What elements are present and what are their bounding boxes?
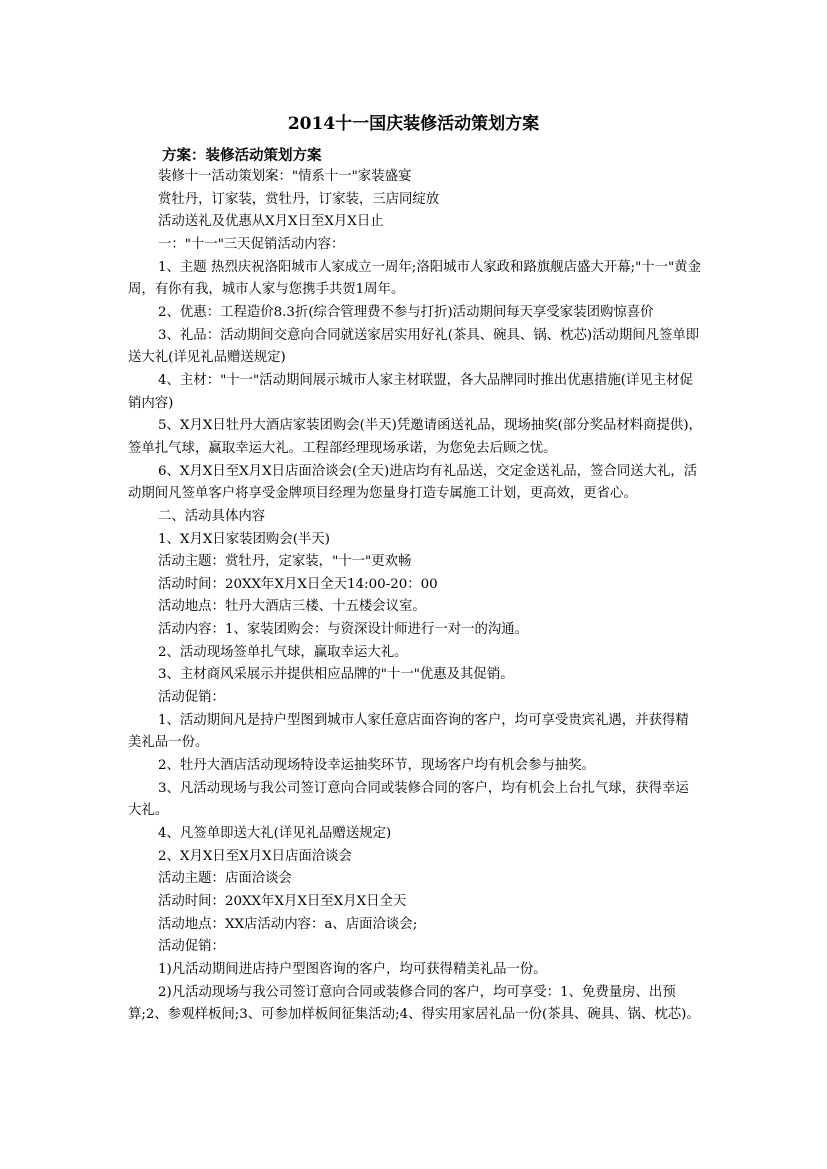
paragraph: 3、主材商风采展示并提供相应品牌的"十一"优惠及其促销。 xyxy=(158,667,514,683)
paragraph: 活动地点：XX店活动内容：a、店面洽谈会; xyxy=(158,916,418,932)
paragraph: 5、X月X日牡丹大酒店家装团购会(半天)凭邀请函送礼品，现场抽奖(部分奖品材料商提供)，签单扎气球，赢取幸运大礼。工程部经理现场承诺，为您免去后顾之忧。 xyxy=(128,418,702,456)
paragraph: 2、X月X日至X月X日店面洽谈会 xyxy=(158,848,352,864)
paragraph: 活动促销： xyxy=(158,939,225,955)
paragraph: 活动送礼及优惠从X月X日至X月X日止 xyxy=(158,214,384,230)
paragraph: 2、活动现场签单扎气球，赢取幸运大礼。 xyxy=(158,644,408,660)
paragraph: 活动时间：20XX年X月X日至X月X日全天 xyxy=(158,894,407,909)
paragraph: 活动主题：赏牡丹，定家装，"十一"更欢畅 xyxy=(158,554,412,570)
paragraph: 4、主材："十一"活动期间展示城市人家主材联盟，各大品牌同时推出优惠措施(详见主材促销内容) xyxy=(128,372,693,411)
document-title: 2014十一国庆装修活动策划方案 xyxy=(287,114,540,134)
document-subtitle: 方案：装修活动策划方案 xyxy=(162,147,322,164)
paragraph: 1、X月X日家装团购会(半天) xyxy=(158,531,330,547)
paragraph: 活动内容：1、家装团购会：与资深设计师进行一对一的沟通。 xyxy=(158,622,529,638)
paragraph: 3、凡活动现场与我公司签订意向合同或装修合同的客户，均有机会上台扎气球，获得幸运大礼。 xyxy=(128,780,689,819)
paragraph: 3、礼品：活动期间交意向合同就送家居实用好礼(茶具、碗具、锅、枕芯)活动期间凡签单即送大礼(详见礼品赠送规定) xyxy=(128,327,700,366)
paragraph: 活动主题：店面洽谈会 xyxy=(158,871,292,887)
paragraph: 6、X月X日至X月X日店面洽谈会(全天)进店均有礼品送，交定金送礼品，签合同送大礼，活动期间凡签单客户将享受金牌项目经理为您量身打造专属施工计划，更高效，更省心。 xyxy=(128,463,698,502)
paragraph: 1、活动期间凡是持户型图到城市人家任意店面咨询的客户，均可享受贵宾礼遇，并获得精美礼品一份。 xyxy=(128,712,689,751)
paragraph: 赏牡丹，订家装，赏牡丹，订家装，三店同绽放 xyxy=(158,191,440,207)
paragraph: 一："十一"三天促销活动内容： xyxy=(158,236,345,252)
paragraph: 1、主题 热烈庆祝洛阳城市人家成立一周年;洛阳城市人家政和路旗舰店盛大开幕;"十一"黄金周，有你有我，城市人家与您携手共贺1周年。 xyxy=(128,259,701,298)
paragraph: 4、凡签单即送大礼(详见礼品赠送规定) xyxy=(158,826,392,842)
paragraph: 活动促销： xyxy=(158,690,225,706)
paragraph: 二、活动具体内容 xyxy=(158,508,266,524)
paragraph: 2)凡活动现场与我公司签订意向合同或装修合同的客户，均可享受：1、免费量房、出预算;2、参观样板间;3、可参加样板间征集活动;4、得实用家居礼品一份(茶具、碗具、锅、枕芯)。 xyxy=(128,984,700,1023)
paragraph: 活动时间：20XX年X月X日全天14:00-20：00 xyxy=(158,576,438,592)
document-body xyxy=(128,166,702,1027)
paragraph: 活动地点：牡丹大酒店三楼、十五楼会议室。 xyxy=(158,599,426,615)
paragraph: 2、牡丹大酒店活动现场特设幸运抽奖环节，现场客户均有机会参与抽奖。 xyxy=(158,758,596,774)
paragraph: 2、优惠：工程造价8.3折(综合管理费不参与打折)活动期间每天享受家装团购惊喜价 xyxy=(158,304,654,320)
paragraph: 装修十一活动策划案："情系十一"家装盛宴 xyxy=(158,169,412,184)
paragraph: 1)凡活动期间进店持户型图咨询的客户，均可获得精美礼品一份。 xyxy=(158,961,547,977)
